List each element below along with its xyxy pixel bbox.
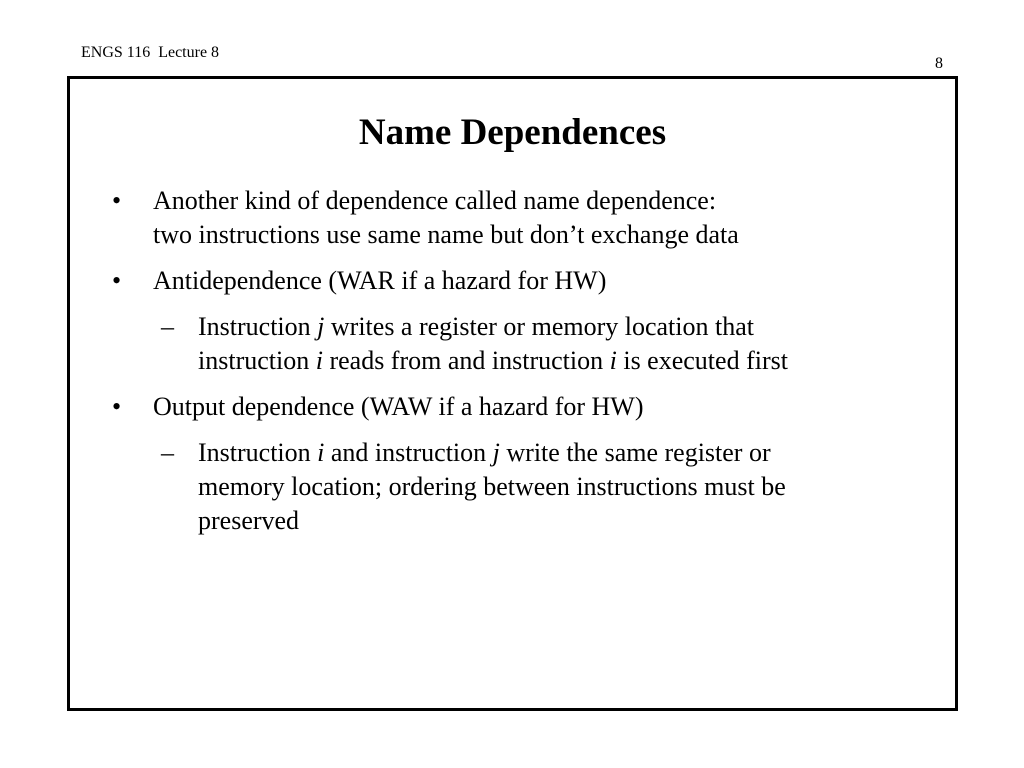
dash-marker: – [161, 438, 174, 467]
slide-title: Name Dependences [358, 112, 667, 153]
text-segment: write the same register or [499, 438, 771, 467]
sub-item-antidependence-detail [70, 310, 955, 378]
bullet-item-name-dependence [70, 184, 955, 252]
text-segment: Instruction [198, 312, 318, 341]
bullet-line: two instructions use same name but don’t exchange data [153, 220, 739, 249]
text-segment: and instruction [324, 438, 493, 467]
italic-variable: j [492, 438, 500, 467]
text-segment: reads from and instruction [322, 346, 610, 375]
sub-item-line [198, 344, 955, 378]
italic-variable: i [609, 346, 617, 375]
text-segment: is executed first [616, 346, 788, 375]
text-segment: Instruction [198, 438, 318, 467]
bullet-item-antidependence [70, 264, 955, 298]
text-segment: writes a register or memory location that [324, 312, 754, 341]
bullet-item-output-dependence [70, 390, 955, 424]
sub-item-line: preserved [198, 506, 300, 535]
sub-item-line [198, 436, 955, 470]
bullet-line: Another kind of dependence called name dependence: [153, 186, 717, 215]
dash-marker: – [161, 312, 174, 341]
italic-variable: i [317, 438, 325, 467]
slide-frame [67, 76, 958, 711]
sub-item-line: memory location; ordering between instructions must be [198, 472, 786, 501]
page-number: 8 [935, 55, 943, 72]
text-segment: instruction [198, 346, 316, 375]
sub-item-line [198, 310, 955, 344]
lecture-header: ENGS 116 Lecture 8 [81, 44, 220, 61]
bullet-line: Output dependence (WAW if a hazard for HW) [153, 392, 644, 421]
slide-content [70, 184, 955, 550]
italic-variable: j [317, 312, 325, 341]
bullet-marker: • [112, 186, 122, 215]
bullet-marker: • [112, 392, 122, 421]
italic-variable: i [315, 346, 323, 375]
sub-item-output-dependence-detail [70, 436, 955, 538]
bullet-marker: • [112, 266, 122, 295]
bullet-line: Antidependence (WAR if a hazard for HW) [153, 266, 607, 295]
